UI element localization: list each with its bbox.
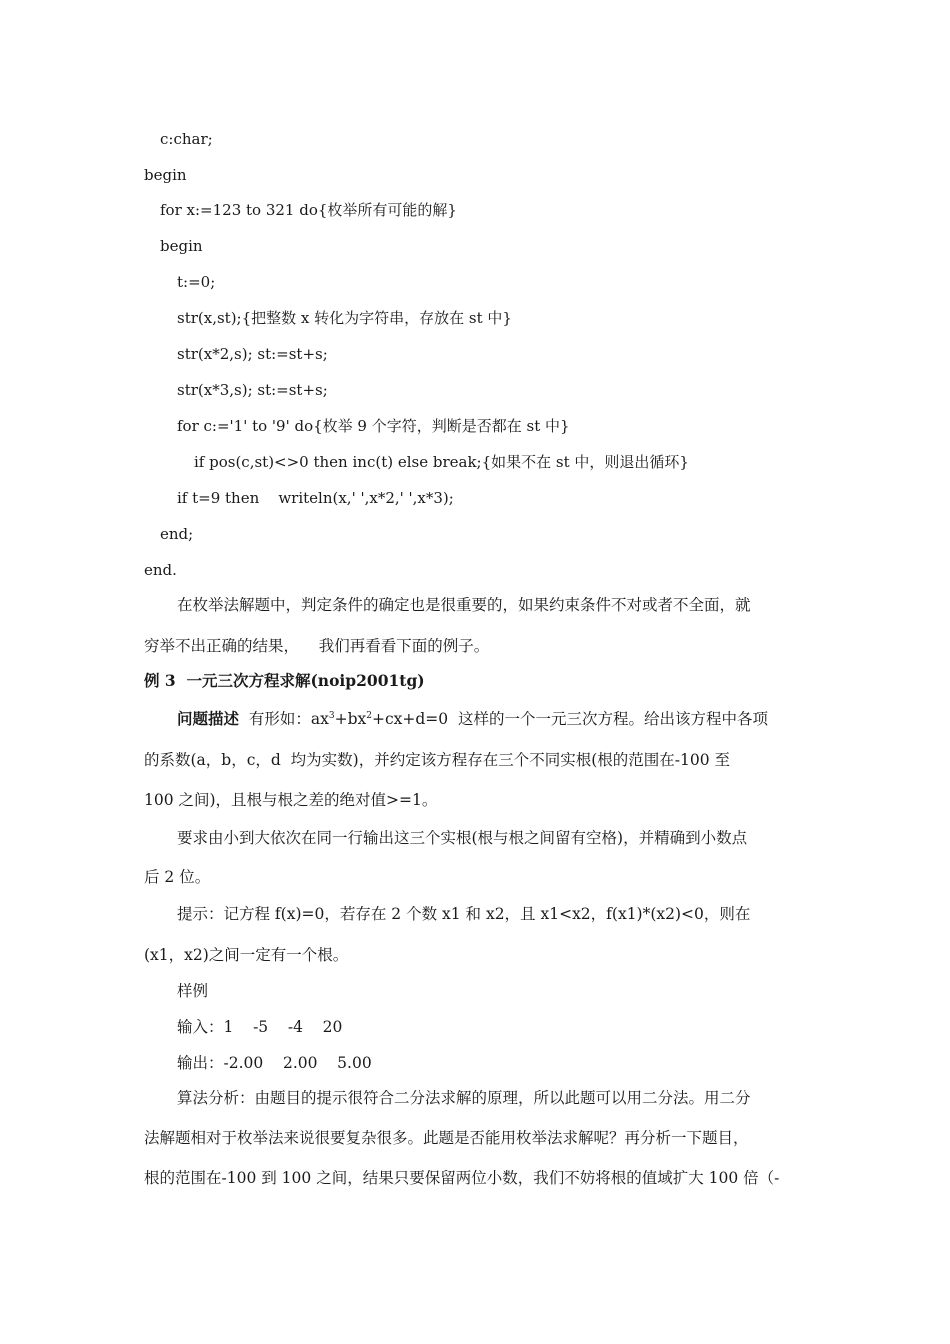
paragraph-line: 要求由小到大依次在同一行输出这三个实根(根与根之间留有空格)，并精确到小数点 <box>177 829 748 847</box>
paragraph-line: 算法分析：由题目的提示很符合二分法求解的原理，所以此题可以用二分法。用二分 <box>177 1089 751 1107</box>
code-line: str(x*2,s); st:=st+s; <box>177 345 328 363</box>
code-line: str(x,st);{把整数 x 转化为字符串，存放在 st 中} <box>177 309 512 327</box>
code-line: for c:='1' to '9' do{枚举 9 个字符，判断是否都在 st 中} <box>177 417 570 435</box>
code-line: end; <box>160 525 194 543</box>
paragraph-line: 提示：记方程 f(x)=0，若存在 2 个数 x1 和 x2，且 x1<x2，f(x1)*(x2)<0，则在 <box>177 905 751 923</box>
code-line: if pos(c,st)<>0 then inc(t) else break;{如果不在 st 中，则退出循环} <box>194 453 689 471</box>
code-line: if t=9 then writeln(x,' ',x*2,' ',x*3); <box>177 489 454 507</box>
code-line: for x:=123 to 321 do{枚举所有可能的解} <box>160 201 457 219</box>
problem-label: 问题描述 <box>177 709 240 728</box>
code-line: end. <box>144 561 177 579</box>
code-line: begin <box>160 237 203 255</box>
example-heading: 例 3 一元三次方程求解(noip2001tg) <box>144 671 425 690</box>
code-line: t:=0; <box>177 273 216 291</box>
equation-suffix: +cx+d=0 这样的一个一元三次方程。给出该方程中各项 <box>371 710 769 728</box>
sample-input: 输入：1 -5 -4 20 <box>177 1018 343 1036</box>
paragraph-line: 在枚举法解题中，判定条件的确定也是很重要的，如果约束条件不对或者不全面，就 <box>177 596 751 614</box>
paragraph-line: 100 之间)，且根与根之差的绝对值>=1。 <box>144 791 438 809</box>
equation-prefix: 有形如：ax <box>239 710 329 728</box>
paragraph-line: 的系数(a，b，c，d 均为实数)，并约定该方程存在三个不同实根(根的范围在-100 至 <box>144 751 731 769</box>
paragraph-line: 后 2 位。 <box>144 868 211 886</box>
paragraph-line: 穷举不出正确的结果， 我们再看看下面的例子。 <box>144 637 490 655</box>
paragraph-line: (x1，x2)之间一定有一个根。 <box>144 946 349 964</box>
exponent-2: 2 <box>366 710 372 721</box>
equation-mid: +bx <box>334 710 367 728</box>
problem-line <box>177 709 768 729</box>
code-line: begin <box>144 166 187 184</box>
code-line: str(x*3,s); st:=st+s; <box>177 381 328 399</box>
sample-output: 输出：-2.00 2.00 5.00 <box>177 1054 372 1072</box>
exponent-3: 3 <box>328 710 335 721</box>
sample-title: 样例 <box>177 982 209 1000</box>
paragraph-line: 根的范围在-100 到 100 之间，结果只要保留两位小数，我们不妨将根的值域扩大 100 倍（- <box>144 1169 780 1187</box>
code-line: c:char; <box>160 130 213 148</box>
paragraph-line: 法解题相对于枚举法来说很要复杂很多。此题是否能用枚举法求解呢？再分析一下题目， <box>144 1129 749 1147</box>
